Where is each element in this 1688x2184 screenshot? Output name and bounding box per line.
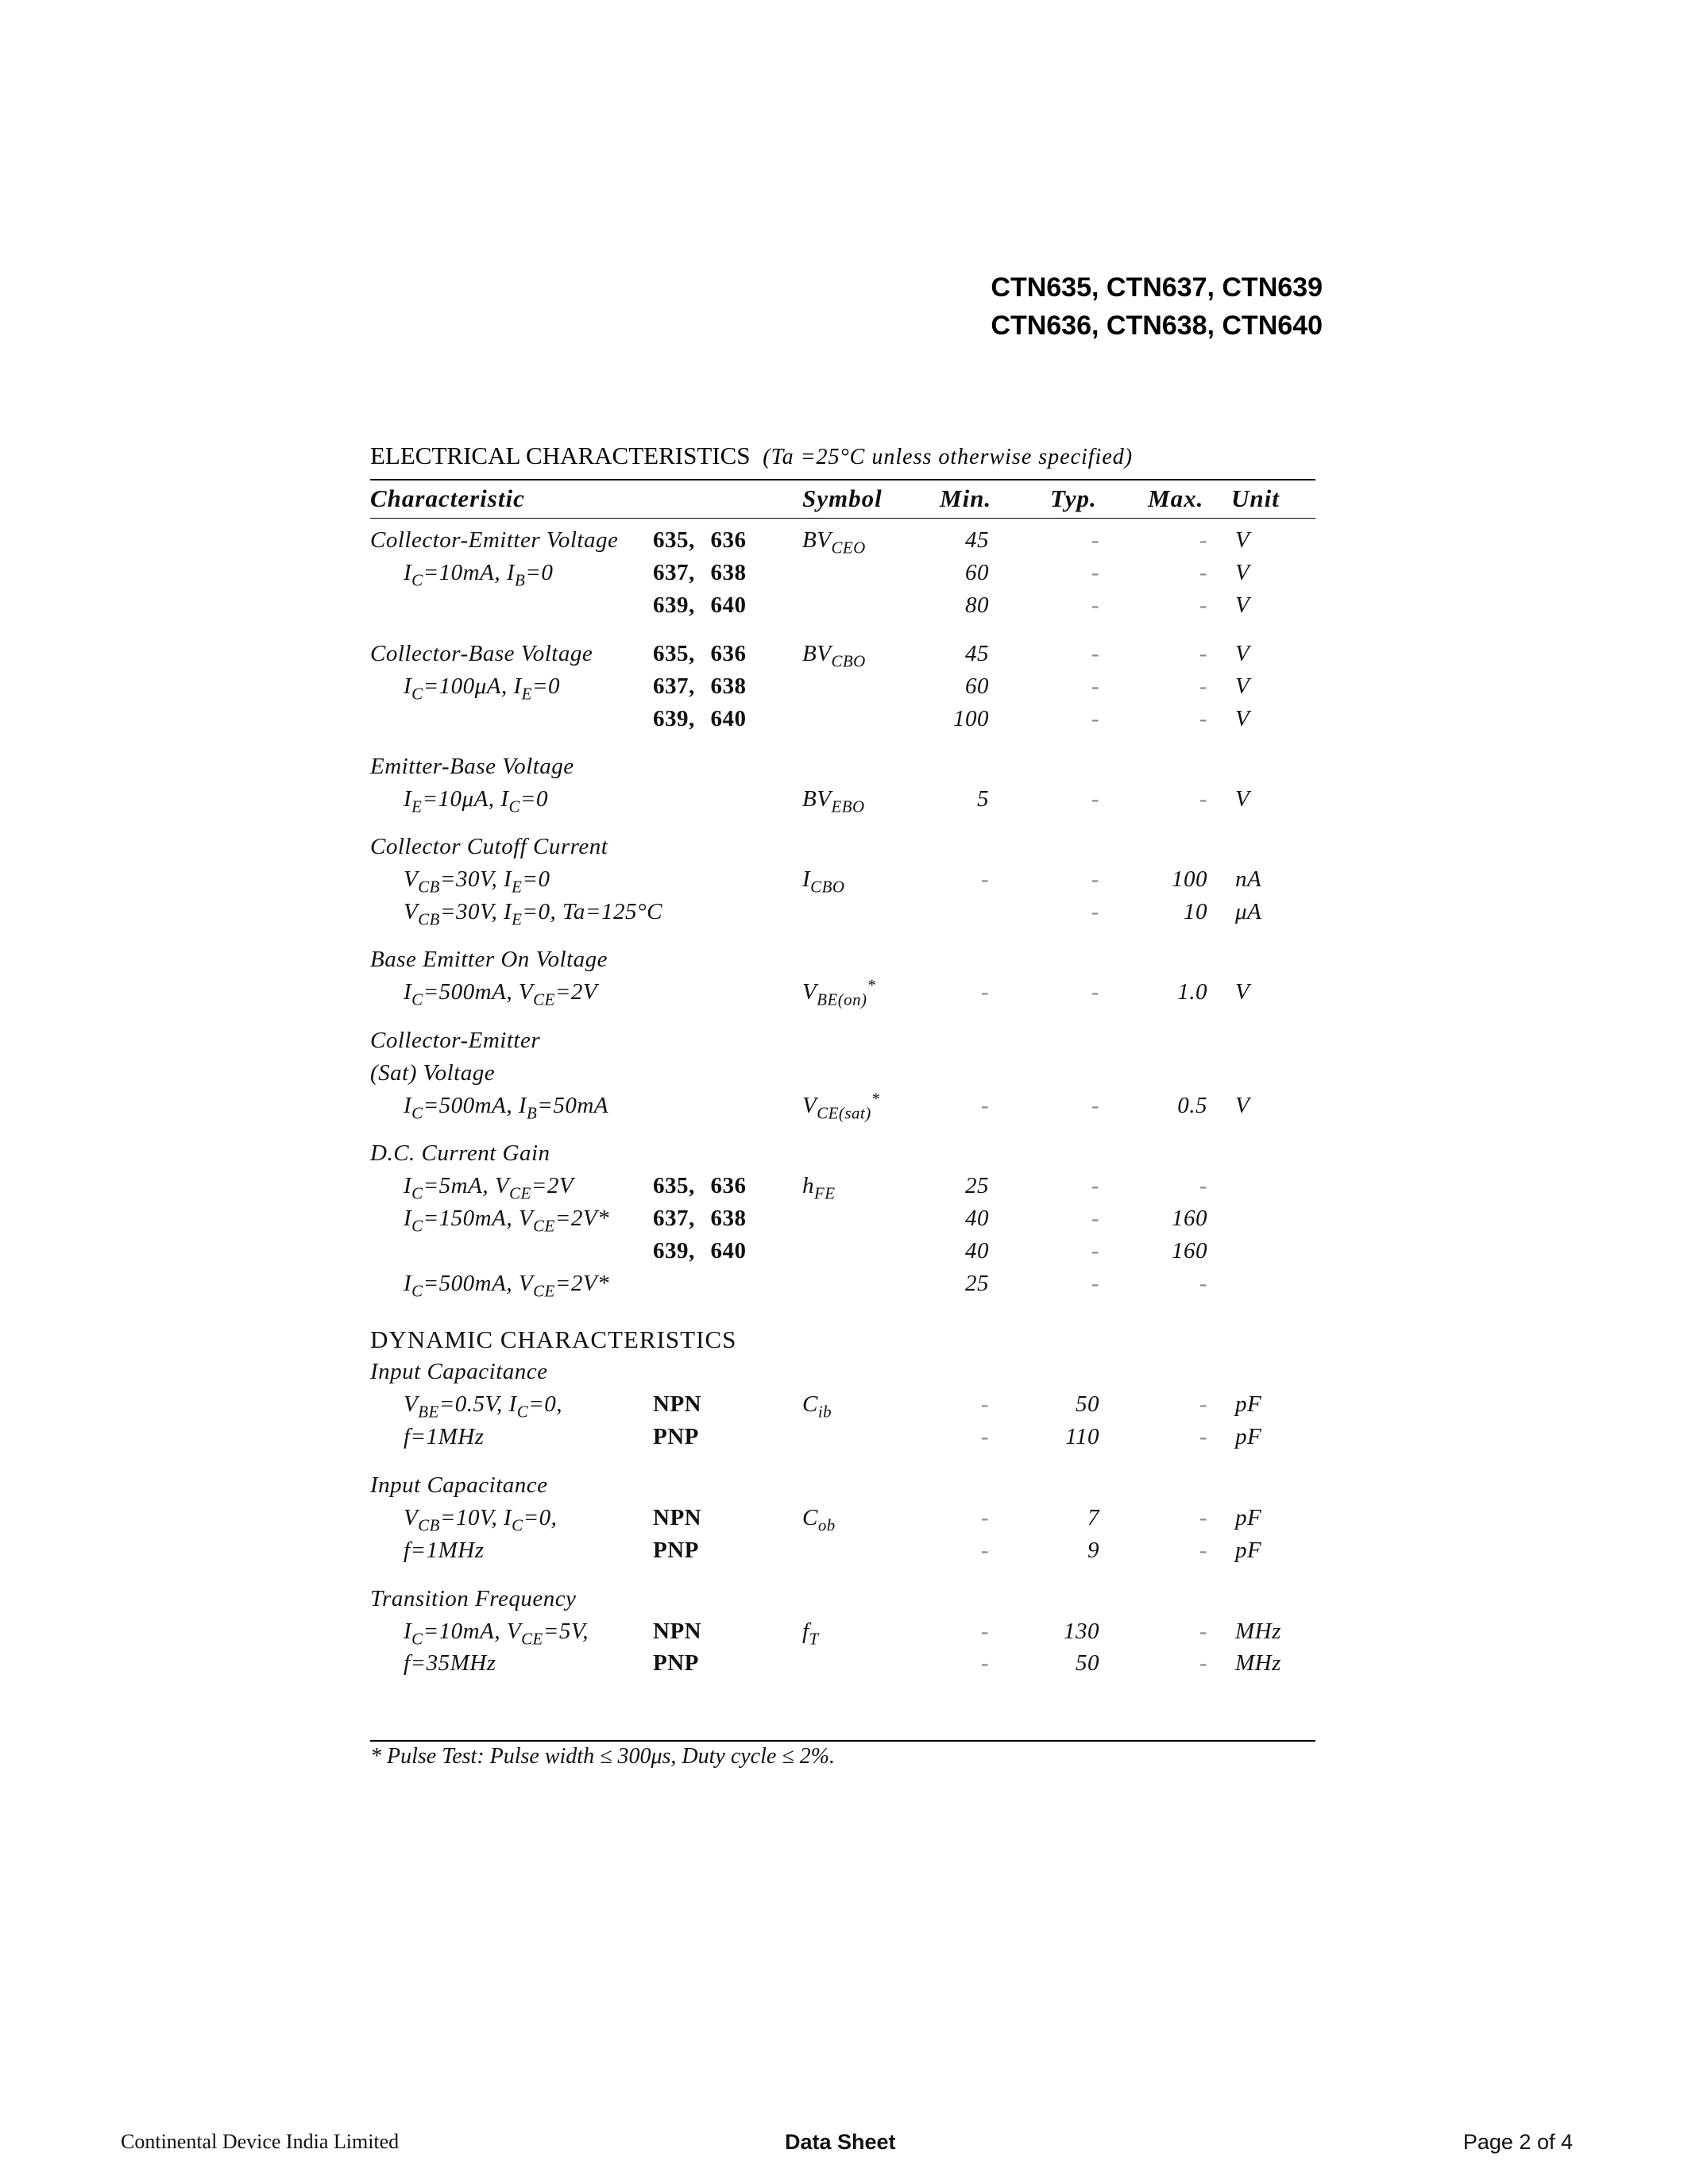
characteristic-label: Collector-Emitter Voltage [370,527,619,553]
min-value: 5 [977,786,989,812]
test-condition: $I_C=10mA$, $I_B=0$ [404,560,554,590]
section-title-text: ELECTRICAL CHARACTERISTICS [370,442,751,469]
pulse-test-footnote: * Pulse Test: Pulse width ≤ 300μs, Duty cycle ≤ 2%. [370,1744,836,1769]
min-value: - [980,866,989,892]
characteristic-label: Input Capacitance [370,1359,548,1384]
typ-value: - [1091,786,1099,812]
col-symbol: Symbol [802,484,883,512]
device-group: NPN [653,1505,702,1530]
col-characteristic: Characteristic [370,484,525,512]
unit-value: V [1235,641,1250,666]
parameter-symbol: $BV_{EBO}$ [802,786,865,816]
min-value: - [980,1538,989,1563]
max-value: - [1199,1505,1207,1530]
test-condition: $I_C=500mA$, $I_B=50mA$ [404,1093,609,1123]
device-group: 637, 638 [653,673,747,699]
dynamic-section-title: DYNAMIC CHARACTERISTICS [370,1325,737,1353]
device-group: 635, 636 [653,1173,747,1198]
device-group: PNP [653,1424,699,1449]
typ-value: 50 [1076,1650,1099,1676]
col-typ: Typ. [1050,484,1097,512]
max-value: - [1199,706,1207,731]
device-group: NPN [653,1619,702,1644]
typ-value: - [1091,706,1099,731]
typ-value: - [1091,673,1099,699]
min-value: 60 [965,673,989,699]
max-value: - [1199,1619,1207,1644]
device-group: 637, 638 [653,1206,747,1231]
test-condition: $V_{CB}=30V$, $I_E=0$ [404,866,550,897]
max-value: - [1199,1538,1207,1563]
test-condition: $V_{CB}=30V$, $I_E=0$, Ta=125°C [404,899,662,929]
parameter-symbol: $BV_{CBO}$ [802,641,866,671]
max-value: 10 [1184,899,1207,924]
max-value: 1.0 [1177,979,1207,1005]
parameter-symbol: $I_{CBO}$ [802,866,845,897]
parameter-symbol: $BV_{CEO}$ [802,527,866,558]
characteristic-label: Base Emitter On Voltage [370,947,608,972]
typ-value: - [1091,899,1099,924]
section-condition: (Ta =25°C unless otherwise specified) [763,445,1134,469]
unit-value: pF [1235,1538,1262,1563]
max-value: 100 [1172,866,1207,892]
max-value: - [1199,641,1207,666]
test-condition: $I_C=500mA$, $V_{CE}=2V$ [404,979,598,1009]
typ-value: - [1091,560,1099,585]
min-value: - [980,1424,989,1449]
characteristic-label: Collector Cutoff Current [370,834,608,859]
max-value: - [1199,1424,1207,1449]
characteristic-label: Transition Frequency [370,1586,577,1611]
characteristic-label: (Sat) Voltage [370,1060,496,1086]
unit-value: μA [1235,899,1262,924]
unit-value: V [1235,673,1250,699]
parameter-symbol: $V_{BE(on)}^*$ [802,975,876,1009]
max-value: 0.5 [1177,1093,1207,1118]
footer-page-number: Page 2 of 4 [1462,2130,1573,2154]
min-value: - [980,1619,989,1644]
typ-value: - [1091,527,1099,553]
footer-company: Continental Device India Limited [121,2130,400,2153]
device-group: 639, 640 [653,706,747,731]
characteristic-label: Emitter-Base Voltage [370,754,574,779]
min-value: - [980,1093,989,1118]
min-value: 25 [965,1173,989,1198]
max-value: - [1199,592,1207,618]
parameter-symbol: $h_{FE}$ [802,1173,836,1203]
min-value: 45 [965,527,989,553]
unit-value: V [1235,560,1250,585]
device-group: PNP [653,1650,699,1676]
min-value: 25 [965,1271,989,1296]
min-value: 100 [953,706,989,731]
typ-value: 7 [1087,1505,1099,1530]
parameter-symbol: $V_{CE(sat)}^*$ [802,1089,880,1123]
test-condition: f=35MHz [404,1650,496,1676]
max-value: - [1199,1271,1207,1296]
characteristic-label: Collector-Base Voltage [370,641,593,666]
typ-value: 110 [1065,1424,1099,1449]
unit-value: V [1235,527,1250,553]
test-condition: $I_C=10mA$, $V_{CE}=5V$, [404,1619,589,1649]
characteristic-label: Input Capacitance [370,1472,548,1498]
unit-value: pF [1235,1505,1262,1530]
typ-value: - [1091,1238,1099,1264]
header-part-numbers-line2: CTN636, CTN638, CTN640 [991,311,1323,341]
max-value: - [1199,1391,1207,1417]
device-group: 635, 636 [653,641,747,666]
test-condition: $V_{BE}=0.5V$, $I_C=0$, [404,1391,562,1422]
min-value: - [980,979,989,1005]
min-value: - [980,1391,989,1417]
typ-value: - [1091,1173,1099,1198]
unit-value: pF [1235,1391,1262,1417]
col-min: Min. [940,484,992,512]
device-group: 639, 640 [653,1238,747,1264]
device-group: NPN [653,1391,702,1417]
footer-doc-type: Data Sheet [785,2130,896,2154]
min-value: 40 [965,1206,989,1231]
typ-value: - [1091,979,1099,1005]
test-condition: $V_{CB}=10V$, $I_C=0$, [404,1505,558,1535]
max-value: - [1199,1650,1207,1676]
col-max: Max. [1148,484,1204,512]
characteristic-label: Collector-Emitter [370,1028,541,1053]
min-value: - [980,1505,989,1530]
test-condition: f=1MHz [404,1424,485,1449]
min-value: - [980,1650,989,1676]
min-value: 80 [965,592,989,618]
characteristic-label: D.C. Current Gain [370,1140,550,1166]
min-value: 40 [965,1238,989,1264]
typ-value: 9 [1087,1538,1099,1563]
min-value: 45 [965,641,989,666]
max-value: 160 [1172,1206,1207,1231]
unit-value: nA [1235,866,1262,892]
typ-value: - [1091,1206,1099,1231]
typ-value: - [1091,1093,1099,1118]
max-value: - [1199,786,1207,812]
unit-value: V [1235,706,1250,731]
header-part-numbers-line1: CTN635, CTN637, CTN639 [991,272,1323,303]
max-value: - [1199,527,1207,553]
max-value: - [1199,560,1207,585]
test-condition: $I_C=5mA$, $V_{CE}=2V$ [404,1173,574,1203]
test-condition: f=1MHz [404,1538,485,1563]
typ-value: 130 [1064,1619,1099,1644]
unit-value: MHz [1235,1619,1281,1644]
device-group: 639, 640 [653,592,747,618]
typ-value: - [1091,866,1099,892]
parameter-symbol: $C_{ib}$ [802,1391,832,1422]
max-value: 160 [1172,1238,1207,1264]
unit-value: V [1235,979,1250,1005]
parameter-symbol: $f_T$ [802,1619,819,1649]
test-condition: $I_E=10\mu A$, $I_C=0$ [404,786,548,816]
unit-value: MHz [1235,1650,1281,1676]
max-value: - [1199,1173,1207,1198]
unit-value: V [1235,1093,1250,1118]
device-group: 635, 636 [653,527,747,553]
parameter-symbol: $C_{ob}$ [802,1505,836,1535]
min-value: 60 [965,560,989,585]
test-condition: $I_C=500mA$, $V_{CE}=2V*$ [404,1271,610,1301]
typ-value: - [1091,641,1099,666]
test-condition: $I_C=150mA$, $V_{CE}=2V*$ [404,1206,610,1236]
unit-value: pF [1235,1424,1262,1449]
test-condition: $I_C=100\mu A$, $I_E=0$ [404,673,560,704]
col-unit: Unit [1231,484,1280,512]
typ-value: - [1091,592,1099,618]
device-group: PNP [653,1538,699,1563]
max-value: - [1199,673,1207,699]
unit-value: V [1235,592,1250,618]
typ-value: 50 [1076,1391,1099,1417]
typ-value: - [1091,1271,1099,1296]
unit-value: V [1235,786,1250,812]
device-group: 637, 638 [653,560,747,585]
